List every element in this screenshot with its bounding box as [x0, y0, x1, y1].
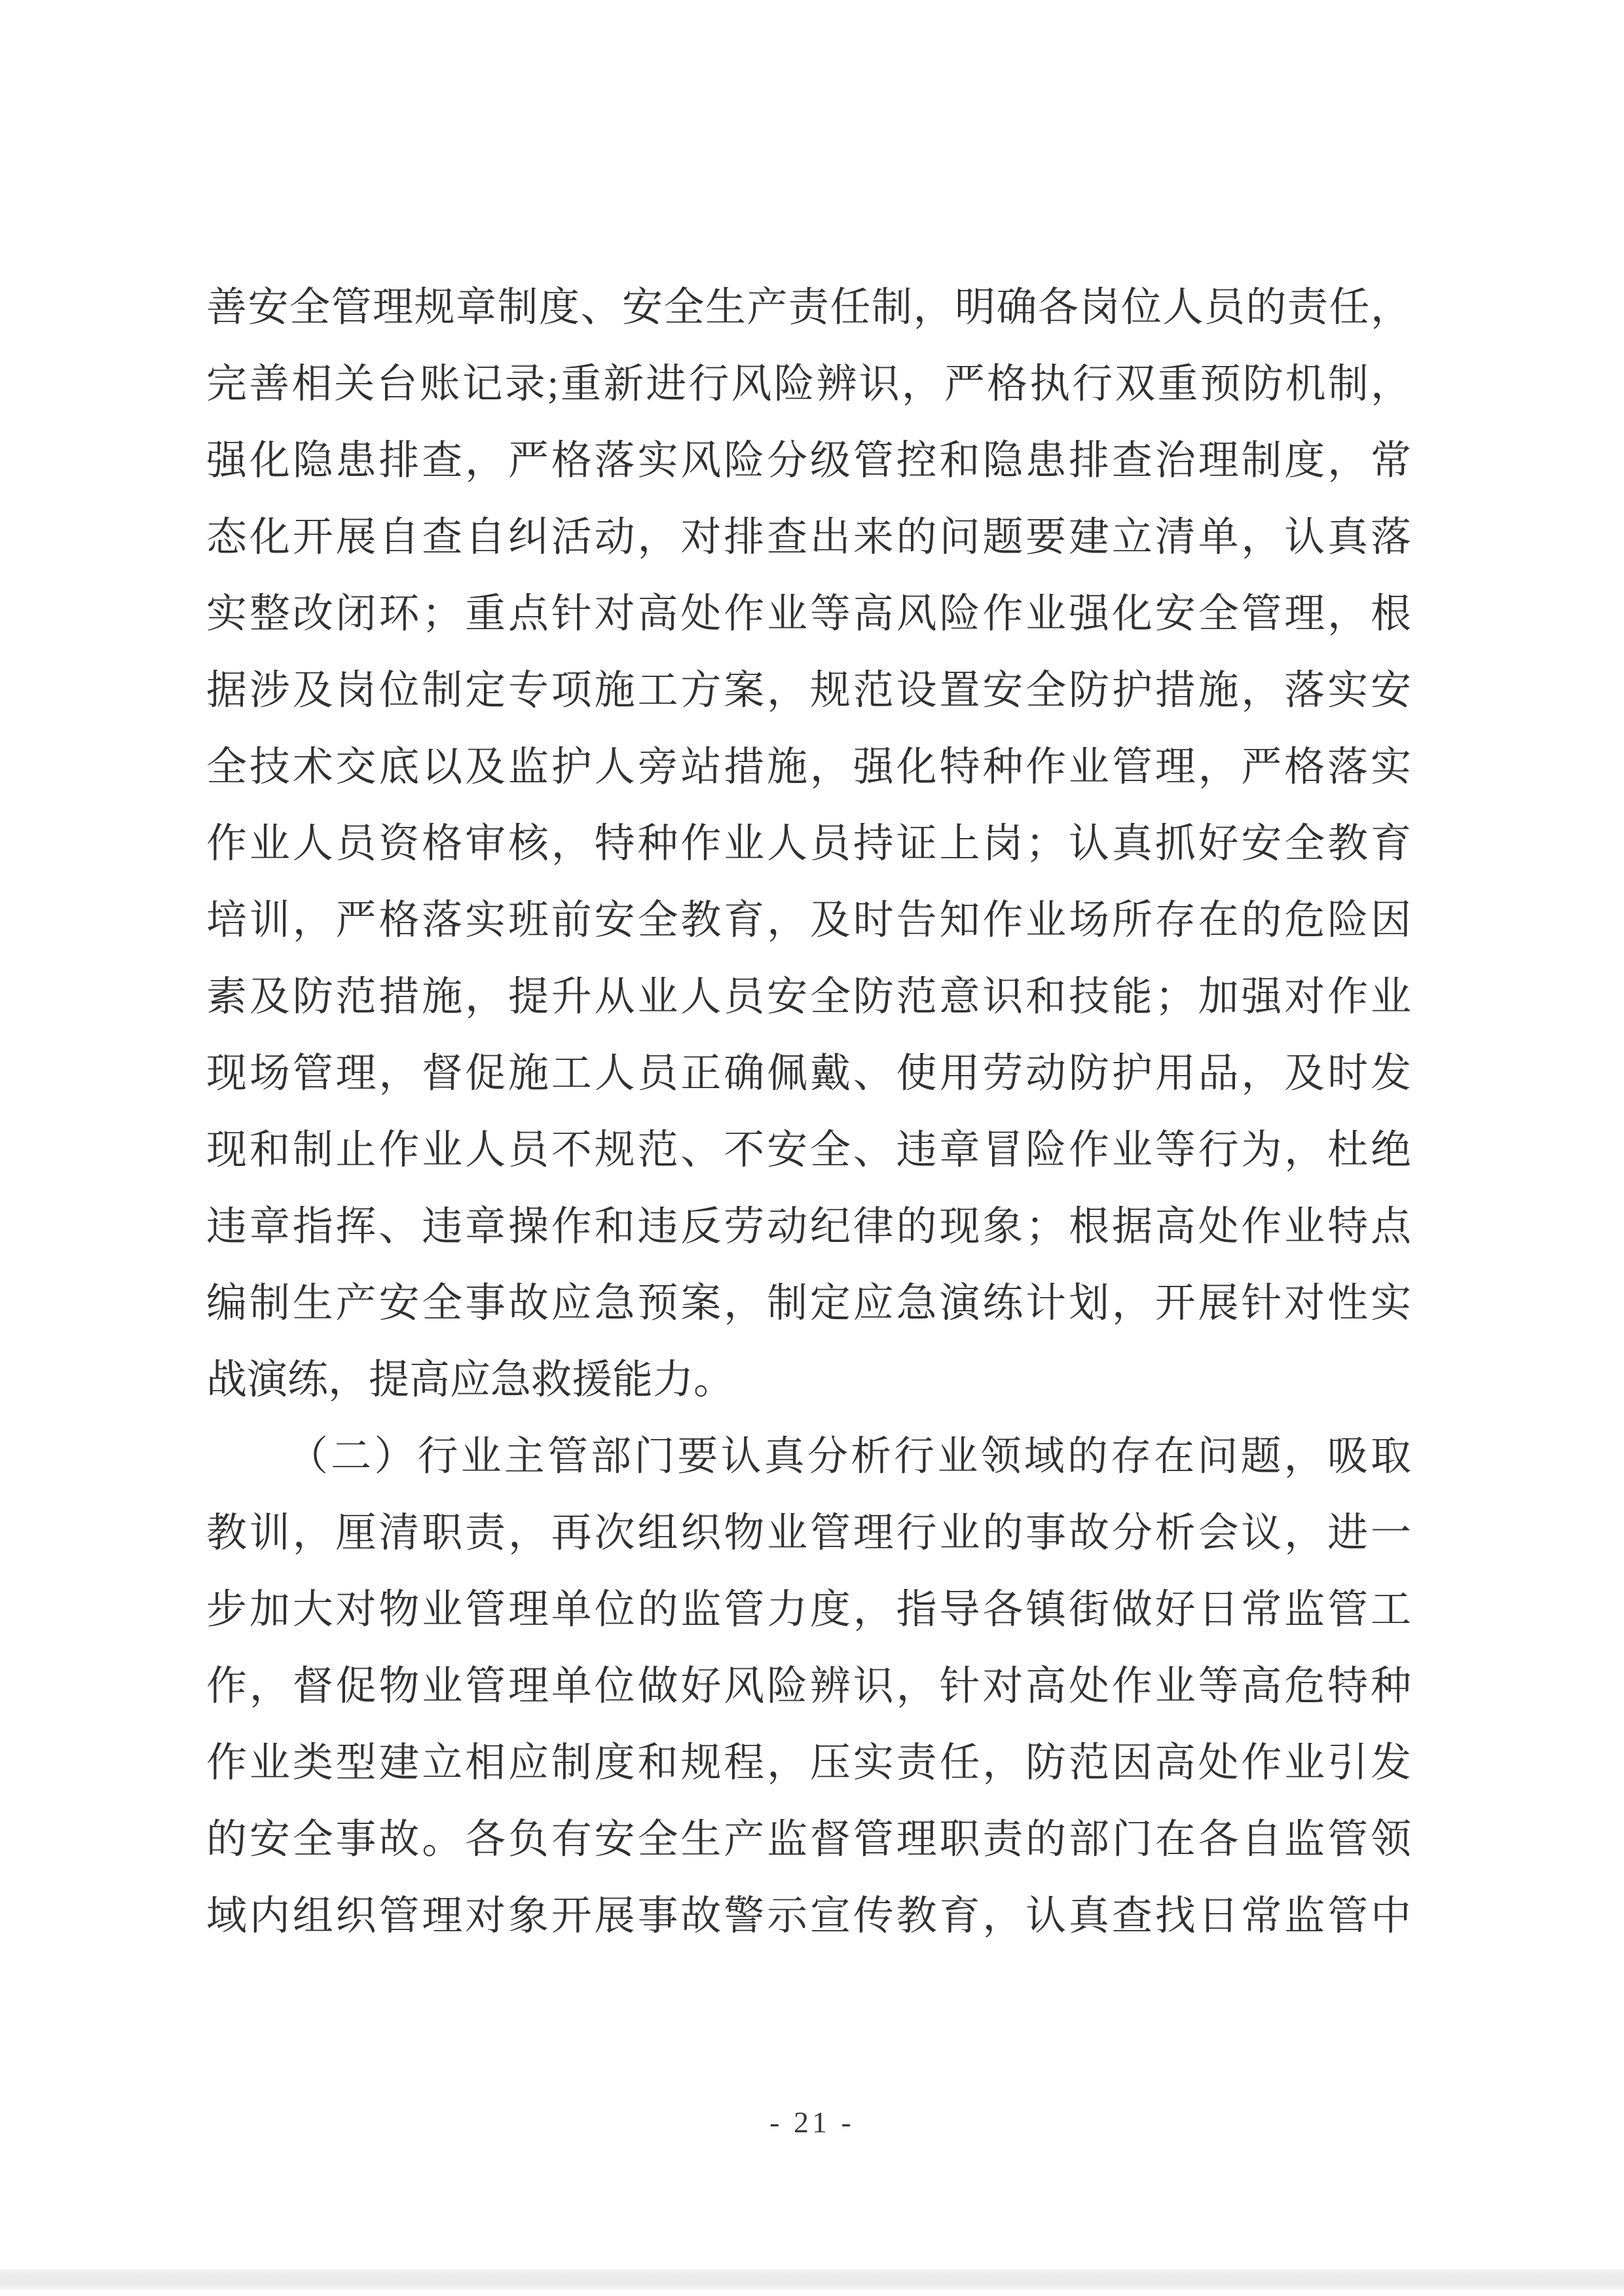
text-line: 全技术交底以及监护人旁站措施，强化特种作业管理，严格落实 — [206, 745, 1411, 790]
text-line: 的安全事故。各负有安全生产监督管理职责的部门在各自监管领 — [206, 1817, 1411, 1862]
text-line: 强化隐患排查，严格落实风险分级管控和隐患排查治理制度，常 — [206, 439, 1411, 483]
text-line: 实整改闭环；重点针对高处作业等高风险作业强化安全管理，根 — [206, 592, 1411, 636]
text-line: 培训，严格落实班前安全教育，及时告知作业场所存在的危险因 — [206, 898, 1411, 943]
scan-edge-artifact — [0, 2269, 1624, 2290]
text-line: 教训，厘清职责，再次组织物业管理行业的事故分析会议，进一 — [206, 1511, 1411, 1556]
text-line: 作业人员资格审核，特种作业人员持证上岗；认真抓好安全教育 — [206, 822, 1411, 866]
text-line: 现和制止作业人员不规范、不安全、违章冒险作业等行为，杜绝 — [206, 1128, 1411, 1173]
text-line-paragraph-start: （二）行业主管部门要认真分析行业领域的存在问题，吸取 — [287, 1434, 1411, 1479]
text-line: 编制生产安全事故应急预案，制定应急演练计划，开展针对性实 — [206, 1281, 1411, 1326]
text-line: 作业类型建立相应制度和规程，压实责任，防范因高处作业引发 — [206, 1741, 1411, 1785]
text-line: 违章指挥、违章操作和违反劳动纪律的现象；根据高处作业特点 — [206, 1205, 1411, 1249]
text-line: 据涉及岗位制定专项施工方案，规范设置安全防护措施，落实安 — [206, 668, 1411, 713]
text-line: 步加大对物业管理单位的监管力度，指导各镇街做好日常监管工 — [206, 1588, 1411, 1632]
text-line: 域内组织管理对象开展事故警示宣传教育，认真查找日常监管中 — [206, 1894, 1411, 1939]
body-text — [206, 270, 1411, 1955]
text-line: 作，督促物业管理单位做好风险辨识，针对高处作业等高危特种 — [206, 1664, 1411, 1709]
page-number: - 21 - — [769, 2105, 855, 2139]
text-line: 态化开展自查自纠活动，对排查出来的问题要建立清单，认真落 — [206, 515, 1411, 560]
text-line: 善安全管理规章制度、安全生产责任制，明确各岗位人员的责任， — [206, 285, 1411, 330]
text-line: 素及防范措施，提升从业人员安全防范意识和技能；加强对作业 — [206, 975, 1411, 1019]
text-line: 完善相关台账记录;重新进行风险辨识，严格执行双重预防机制， — [206, 362, 1411, 407]
text-line-paragraph-end: 战演练，提高应急救援能力。 — [206, 1358, 735, 1402]
text-line: 现场管理，督促施工人员正确佩戴、使用劳动防护用品，及时发 — [206, 1051, 1411, 1096]
